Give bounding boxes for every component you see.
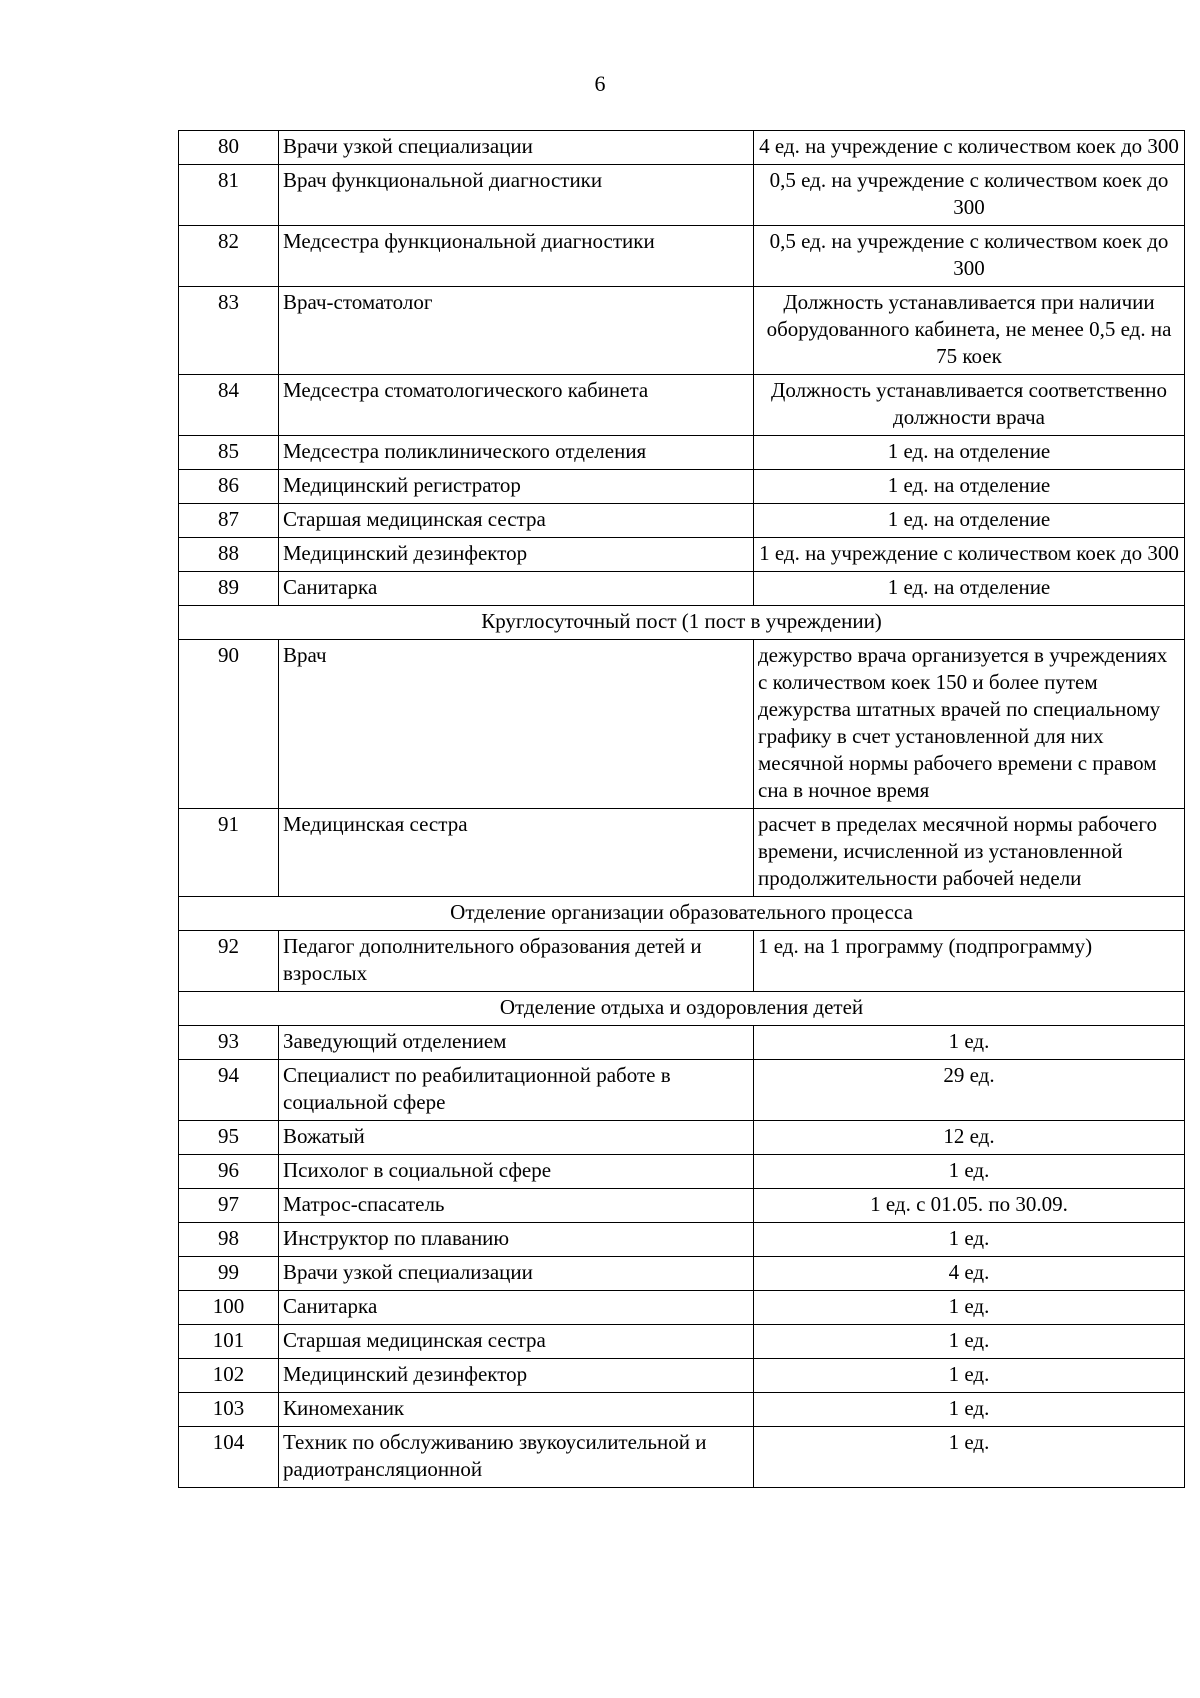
table-row — [179, 1427, 1185, 1488]
table-row — [179, 504, 1185, 538]
table-row — [179, 436, 1185, 470]
row-number: 100 — [179, 1291, 279, 1325]
position-name: Врач функциональной диагностики — [279, 165, 754, 226]
staffing-norm: 1 ед. на учреждение с количеством коек до 300 — [754, 538, 1185, 572]
table-row — [179, 375, 1185, 436]
table-row — [179, 226, 1185, 287]
row-number: 83 — [179, 287, 279, 375]
row-number: 103 — [179, 1393, 279, 1427]
section-header-row — [179, 606, 1185, 640]
position-name: Врач-стоматолог — [279, 287, 754, 375]
row-number: 92 — [179, 931, 279, 992]
table-row — [179, 165, 1185, 226]
row-number: 101 — [179, 1325, 279, 1359]
row-number: 81 — [179, 165, 279, 226]
staffing-norm: 1 ед. — [754, 1325, 1185, 1359]
staffing-norm: 29 ед. — [754, 1060, 1185, 1121]
position-name: Санитарка — [279, 1291, 754, 1325]
staffing-norm: 1 ед. — [754, 1393, 1185, 1427]
row-number: 87 — [179, 504, 279, 538]
staffing-norm: 1 ед. — [754, 1359, 1185, 1393]
row-number: 102 — [179, 1359, 279, 1393]
row-number: 97 — [179, 1189, 279, 1223]
position-name: Медсестра функциональной диагностики — [279, 226, 754, 287]
staffing-norm: 1 ед. с 01.05. по 30.09. — [754, 1189, 1185, 1223]
position-name: Врачи узкой специализации — [279, 1257, 754, 1291]
table-row — [179, 1189, 1185, 1223]
position-name: Специалист по реабилитационной работе в социальной сфере — [279, 1060, 754, 1121]
position-name: Психолог в социальной сфере — [279, 1155, 754, 1189]
row-number: 80 — [179, 131, 279, 165]
position-name: Инструктор по плаванию — [279, 1223, 754, 1257]
staffing-norm: дежурство врача организуется в учреждениях с количеством коек 150 и более путем дежурства штатных врачей по специальному графику в счет установленной для них месячной нормы рабочего времени с правом сна в ночное время — [754, 640, 1185, 809]
staffing-table-body — [179, 131, 1185, 1488]
staffing-norm: 4 ед. — [754, 1257, 1185, 1291]
position-name: Медицинская сестра — [279, 809, 754, 897]
table-row — [179, 931, 1185, 992]
staffing-norm: 1 ед. на отделение — [754, 470, 1185, 504]
page-number: 6 — [594, 71, 606, 96]
position-name: Матрос-спасатель — [279, 1189, 754, 1223]
staffing-norm: 1 ед. — [754, 1223, 1185, 1257]
position-name: Педагог дополнительного образования детей и взрослых — [279, 931, 754, 992]
staffing-norm: 12 ед. — [754, 1121, 1185, 1155]
row-number: 84 — [179, 375, 279, 436]
row-number: 91 — [179, 809, 279, 897]
position-name: Медицинский дезинфектор — [279, 1359, 754, 1393]
staffing-norm: 4 ед. на учреждение с количеством коек до 300 — [754, 131, 1185, 165]
staffing-norm: Должность устанавливается соответственно должности врача — [754, 375, 1185, 436]
section-title: Отделение организации образовательного процесса — [179, 897, 1185, 931]
table-row — [179, 131, 1185, 165]
staffing-norm: 1 ед. — [754, 1427, 1185, 1488]
table-row — [179, 1223, 1185, 1257]
staffing-norm: Должность устанавливается при наличии оборудованного кабинета, не менее 0,5 ед. на 75 коек — [754, 287, 1185, 375]
position-name: Врачи узкой специализации — [279, 131, 754, 165]
staffing-norm: 1 ед. на отделение — [754, 572, 1185, 606]
row-number: 85 — [179, 436, 279, 470]
position-name: Медицинский дезинфектор — [279, 538, 754, 572]
position-name: Медицинский регистратор — [279, 470, 754, 504]
row-number: 98 — [179, 1223, 279, 1257]
row-number: 94 — [179, 1060, 279, 1121]
position-name: Заведующий отделением — [279, 1026, 754, 1060]
row-number: 86 — [179, 470, 279, 504]
table-row — [179, 287, 1185, 375]
position-name: Техник по обслуживанию звукоусилительной и радиотрансляционной — [279, 1427, 754, 1488]
row-number: 95 — [179, 1121, 279, 1155]
staffing-norm: расчет в пределах месячной нормы рабочего времени, исчисленной из установленной продолжительности рабочей недели — [754, 809, 1185, 897]
table-row — [179, 1257, 1185, 1291]
position-name: Медсестра поликлинического отделения — [279, 436, 754, 470]
section-header-row — [179, 992, 1185, 1026]
staffing-norm: 1 ед. — [754, 1026, 1185, 1060]
table-row — [179, 1393, 1185, 1427]
staffing-norm: 0,5 ед. на учреждение с количеством коек до 300 — [754, 165, 1185, 226]
section-title: Круглосуточный пост (1 пост в учреждении) — [179, 606, 1185, 640]
row-number: 104 — [179, 1427, 279, 1488]
staffing-norm: 1 ед. — [754, 1155, 1185, 1189]
row-number: 89 — [179, 572, 279, 606]
table-row — [179, 1060, 1185, 1121]
row-number: 93 — [179, 1026, 279, 1060]
row-number: 82 — [179, 226, 279, 287]
section-title: Отделение отдыха и оздоровления детей — [179, 992, 1185, 1026]
staffing-table — [178, 130, 1185, 1488]
table-row — [179, 1291, 1185, 1325]
staffing-norm: 1 ед. — [754, 1291, 1185, 1325]
position-name: Старшая медицинская сестра — [279, 1325, 754, 1359]
table-row — [179, 640, 1185, 809]
section-header-row — [179, 897, 1185, 931]
table-row — [179, 1359, 1185, 1393]
position-name: Врач — [279, 640, 754, 809]
staffing-norm: 0,5 ед. на учреждение с количеством коек до 300 — [754, 226, 1185, 287]
position-name: Медсестра стоматологического кабинета — [279, 375, 754, 436]
table-row — [179, 1325, 1185, 1359]
table-row — [179, 1026, 1185, 1060]
table-row — [179, 809, 1185, 897]
row-number: 96 — [179, 1155, 279, 1189]
table-row — [179, 1121, 1185, 1155]
table-row — [179, 572, 1185, 606]
position-name: Санитарка — [279, 572, 754, 606]
position-name: Киномеханик — [279, 1393, 754, 1427]
staffing-norm: 1 ед. на отделение — [754, 504, 1185, 538]
table-row — [179, 470, 1185, 504]
staffing-norm: 1 ед. на отделение — [754, 436, 1185, 470]
staffing-norm: 1 ед. на 1 программу (подпрограмму) — [754, 931, 1185, 992]
row-number: 90 — [179, 640, 279, 809]
table-row — [179, 538, 1185, 572]
row-number: 88 — [179, 538, 279, 572]
row-number: 99 — [179, 1257, 279, 1291]
position-name: Старшая медицинская сестра — [279, 504, 754, 538]
table-row — [179, 1155, 1185, 1189]
position-name: Вожатый — [279, 1121, 754, 1155]
